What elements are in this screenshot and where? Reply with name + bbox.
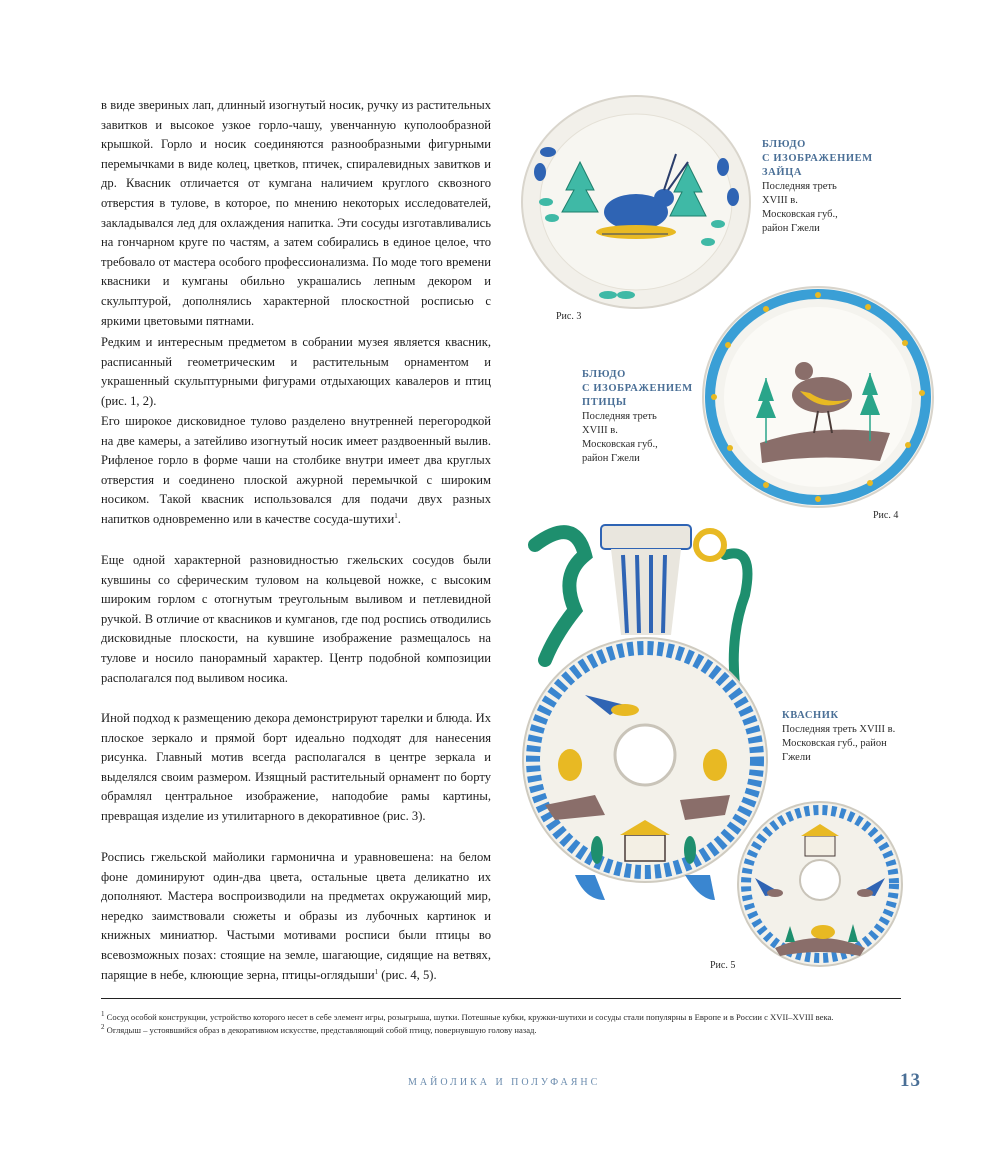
- caption-title: КВАСНИК: [782, 710, 839, 721]
- caption-plate-bird: [582, 368, 702, 466]
- paragraph-text: Иной подход к размещению декора демонстрируют тарелки и блюда. Их плоское зеркало и прямой борт идеально подходят для нанесения рисунка. Главный мотив всегда располагался в центре зеркала и выделялся своим размером. Изящный растительный орнамент по борту обрамлял центральное изображение, наподобие рамы картины, превращая изделие из утилитарного в декоративное (рис. 3).: [101, 711, 491, 823]
- caption-title: БЛЮДО С ИЗОБРАЖЕНИЕМ ПТИЦЫ: [582, 369, 693, 408]
- footnote-text: Сосуд особой конструкции, устройство которого несет в себе элемент игры, розыгрыша, шутки. Потешные кубки, кружки-шутихи и сосуды стали популярны в Европе и в России с XVII–XVIII века.: [104, 1012, 834, 1022]
- body-paragraph-6: [101, 848, 491, 985]
- paragraph-text: Еще одной характерной разновидностью гжельских сосудов были кувшины со сферическим туловом на кольцевой ножке, с высоким широким горлом с отогнутым треугольным выливом и петлевидной ручкой. В отличие от квасников и кумганов, где под роспись отводились дисковидные плоскости, на кувшине изображение размещалось на тулове и носило панорамный характер. Центр подобной композиции располагался под выливом носика.: [101, 553, 491, 685]
- kvasnik-reverse-illustration: [735, 798, 905, 970]
- caption-century: XVIII в.: [582, 425, 618, 436]
- caption-kvasnik: [782, 709, 912, 765]
- caption-region: Московская губ.,: [582, 439, 658, 450]
- caption-century: XVIII в.: [762, 195, 798, 206]
- figure-4-label: Рис. 4: [873, 510, 899, 521]
- paragraph-text: [101, 412, 491, 530]
- footnotes: [101, 1011, 911, 1037]
- caption-area: район Гжели: [582, 453, 640, 464]
- caption-date: Последняя треть: [762, 181, 837, 192]
- body-paragraph-3: [101, 412, 491, 530]
- paragraph-body: Его широкое дисковидное тулово разделено внутренней перегородкой на две камеры, а затейливо изогнутый носик имеет раздвоенный вылив. Рифленое горло в форме чаши на столбике внутри имеет два круглых отверстия и соединено плоской ажурной перемычкой с широким носиком. Такой квасник использовался для подачи двух разных напитков одновременно или в качестве сосуда-шутихи: [101, 414, 491, 526]
- paragraph-text: Редким и интересным предметом в собрании музея является квасник, расписанный геометрическим и растительным орнаментом и украшенный скульптурными фигурами отдыхающих кавалеров и птиц (рис. 1, 2).: [101, 335, 491, 408]
- paragraph-end: .: [397, 511, 401, 526]
- paragraph-text: в виде звериных лап, длинный изогнутый носик, ручку из растительных завитков и высокое узкое горло-чашу, увенчанную куполообразной крышкой. Горло и носик соединяются разнообразными фигурными перемычками в виде колец, цветков, птичек, спиралевидных завитков и др. Квасник отличается от кумгана наличием круглого сквозного отверстия в тулове, в которое, по мнению некоторых исследователей, закладывался лед для охлаждения напитка. Эти сосуды изготавливались на гончарном круге по частям, а затем собирались в единое целое, что требовало от мастера особого профессионализма. По моде того времени квасники и кумганы обильно украшались лепным декором и скульптурой, дополнялись характерной плоскостной росписью с яркими цветовыми пятнами.: [101, 98, 491, 328]
- footnote-marker: 2: [101, 1023, 105, 1032]
- footnote-ref-1[interactable]: 1: [394, 511, 398, 520]
- page-number: 13: [900, 1070, 921, 1091]
- caption-region: Московская губ.,: [762, 209, 838, 220]
- caption-plate-hare: [762, 138, 902, 236]
- footnote-text: Оглядыш – устоявшийся образ в декоративном искусстве, представляющий собой птицу, повернувшую голову назад.: [104, 1025, 537, 1035]
- footnote-divider: [101, 998, 901, 999]
- body-paragraph-2: [101, 333, 491, 411]
- plate-bird-illustration: [700, 283, 936, 511]
- caption-area: район Гжели: [762, 223, 820, 234]
- body-paragraph-4: [101, 551, 491, 688]
- body-paragraph-1: [101, 96, 491, 331]
- figure-5-label: Рис. 5: [710, 960, 736, 971]
- caption-region: Московская губ., район: [782, 738, 887, 749]
- body-paragraph-5: [101, 709, 491, 827]
- paragraph-end: (рис. 4, 5).: [378, 967, 437, 982]
- figure-3-label: Рис. 3: [556, 311, 582, 322]
- footnote-1: [101, 1011, 911, 1024]
- caption-date: Последняя треть: [582, 411, 657, 422]
- footnote-marker: 1: [101, 1010, 105, 1019]
- caption-date: Последняя треть XVIII в.: [782, 724, 896, 735]
- footnote-2: [101, 1024, 911, 1037]
- running-title: МАЙОЛИКА И ПОЛУФАЯНС: [408, 1077, 601, 1088]
- caption-area: Гжели: [782, 752, 811, 763]
- plate-hare-illustration: [518, 92, 754, 312]
- caption-title: БЛЮДО С ИЗОБРАЖЕНИЕМ ЗАЙЦА: [762, 139, 873, 178]
- paragraph-body: Роспись гжельской майолики гармонична и уравновешена: на белом фоне доминируют один-два цвета, остальные цвета деликатно их дополняют. Мастера воспроизводили на предметах окружающий мир, нередко заимствовали сюжеты и образы из лубочных картинок и книжных миниатюр. Частыми мотивами росписи были птицы во всевозможных позах: стоящие на земле, шагающие, сидящие на ветвях, парящие в небе, клюющие зерна, птицы-оглядыши: [101, 850, 491, 982]
- paragraph-text: [101, 848, 491, 985]
- footnote-ref-2[interactable]: 1: [374, 967, 379, 976]
